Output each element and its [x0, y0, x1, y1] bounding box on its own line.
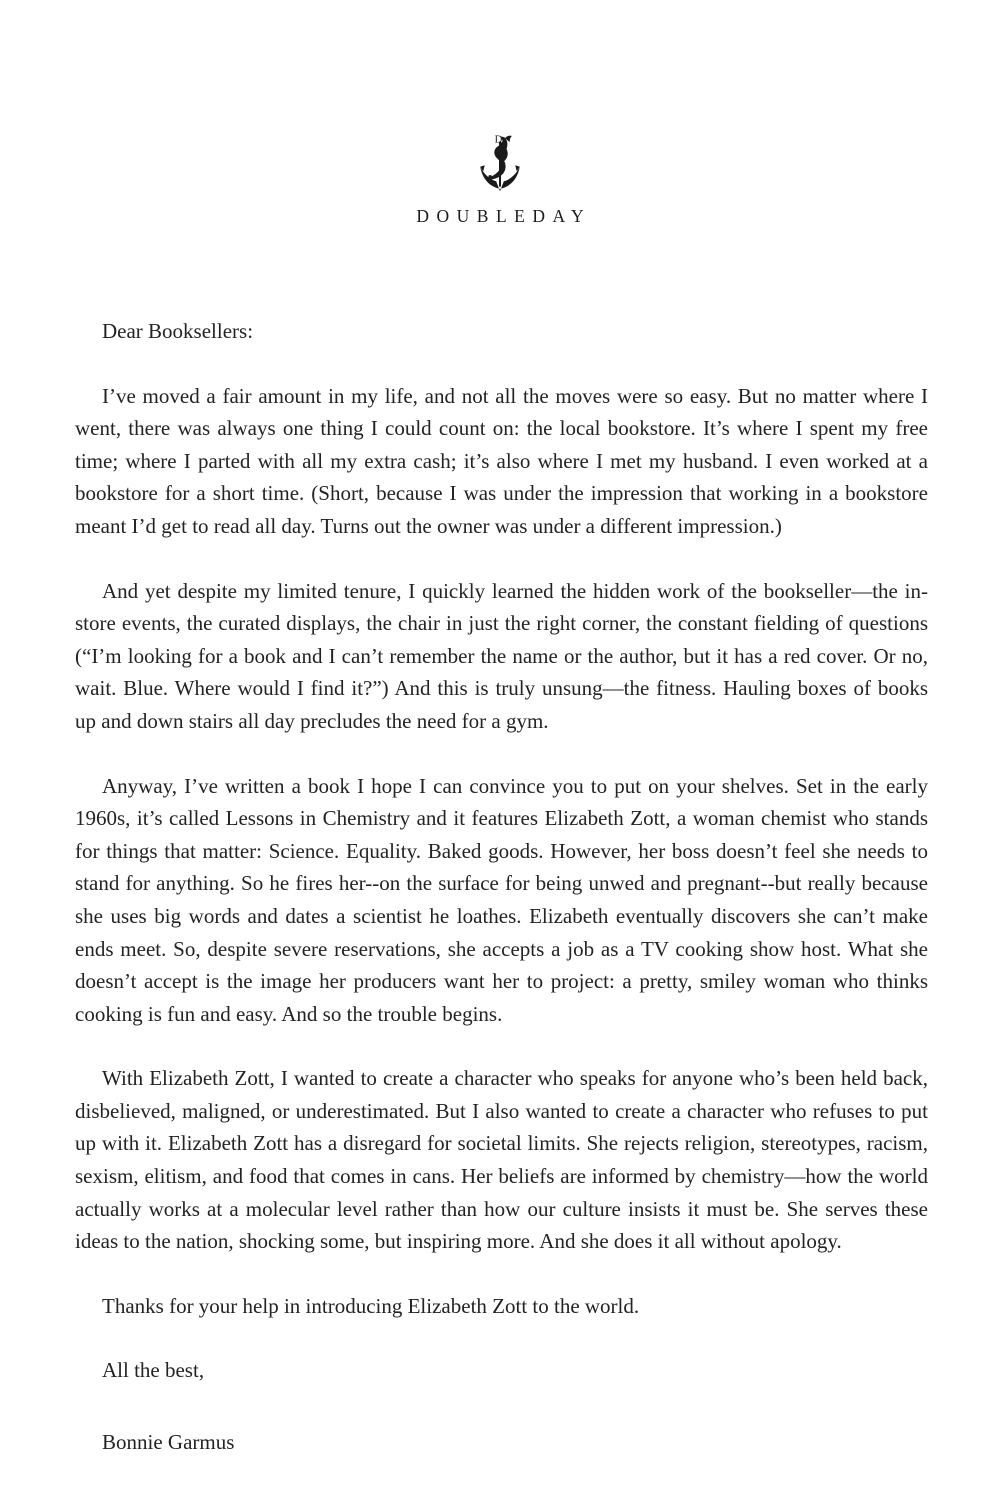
signature-name: Bonnie Garmus — [102, 1430, 235, 1455]
closing-line: Thanks for your help in introducing Elizabeth Zott to the world. — [102, 1293, 640, 1318]
letter-body — [0, 315, 1000, 1459]
doubleday-anchor-dolphin-icon — [477, 131, 523, 195]
letter-paragraph: With Elizabeth Zott, I wanted to create a character who speaks for anyone who’s been held back, disbelieved, maligned, or underestimated. But I also wanted to create a character who refuses to put up with it. Elizabeth Zott has a disregard for societal limits. She rejects religion, stereotypes, racism, sexism, elitism, and food that comes in cans. Her beliefs are informed by chemistry—how the world actually works at a molecular level rather than how our culture insists it must be. She serves these ideas to the nation, shocking some, but inspiring more. And she does it all without apology. — [75, 1066, 928, 1254]
salutation: Dear Booksellers: — [102, 319, 254, 343]
letterhead — [0, 0, 1000, 227]
publisher-name: DOUBLEDAY — [416, 206, 592, 226]
letter-paragraph: I’ve moved a fair amount in my life, and not all the moves were so easy. But no matter where I went, there was always one thing I could count on: the local bookstore. It’s where I spent my free time; where I parted with all my extra cash; it’s also where I met my husband. I even worked at a bookstore for a short time. (Short, because I was under the impression that working in a bookstore meant I’d get to read all day. Turns out the owner was under a different impression.) — [75, 383, 928, 538]
svg-text:D: D — [494, 134, 503, 146]
letter-paragraph: And yet despite my limited tenure, I quickly learned the hidden work of the bookseller—the in-store events, the curated displays, the chair in just the right corner, the constant fielding of questions (“I’m looking for a book and I can’t remember the name or the author, but it has a red cover. Or no, wait. Blue. Where would I find it?”) And this is truly unsung—the fitness. Hauling boxes of books up and down stairs all day precludes the need for a gym. — [75, 578, 928, 733]
valediction: All the best, — [102, 1358, 205, 1383]
letter-paragraph: Anyway, I’ve written a book I hope I can convince you to put on your shelves. Set in the early 1960s, it’s called Lessons in Chemistry and it features Elizabeth Zott, a woman chemist who stands for things that matter: Science. Equality. Baked goods. However, her boss doesn’t feel she needs to stand for anything. So he fires her--on the surface for being unwed and pregnant--but really because she uses big words and dates a scientist he loathes. Elizabeth eventually discovers she can’t make ends meet. So, despite severe reservations, she accepts a job as a TV cooking show host. What she doesn’t accept is the image her producers want her to project: a pretty, smiley woman who thinks cooking is fun and easy. And so the trouble begins. — [75, 773, 928, 1026]
